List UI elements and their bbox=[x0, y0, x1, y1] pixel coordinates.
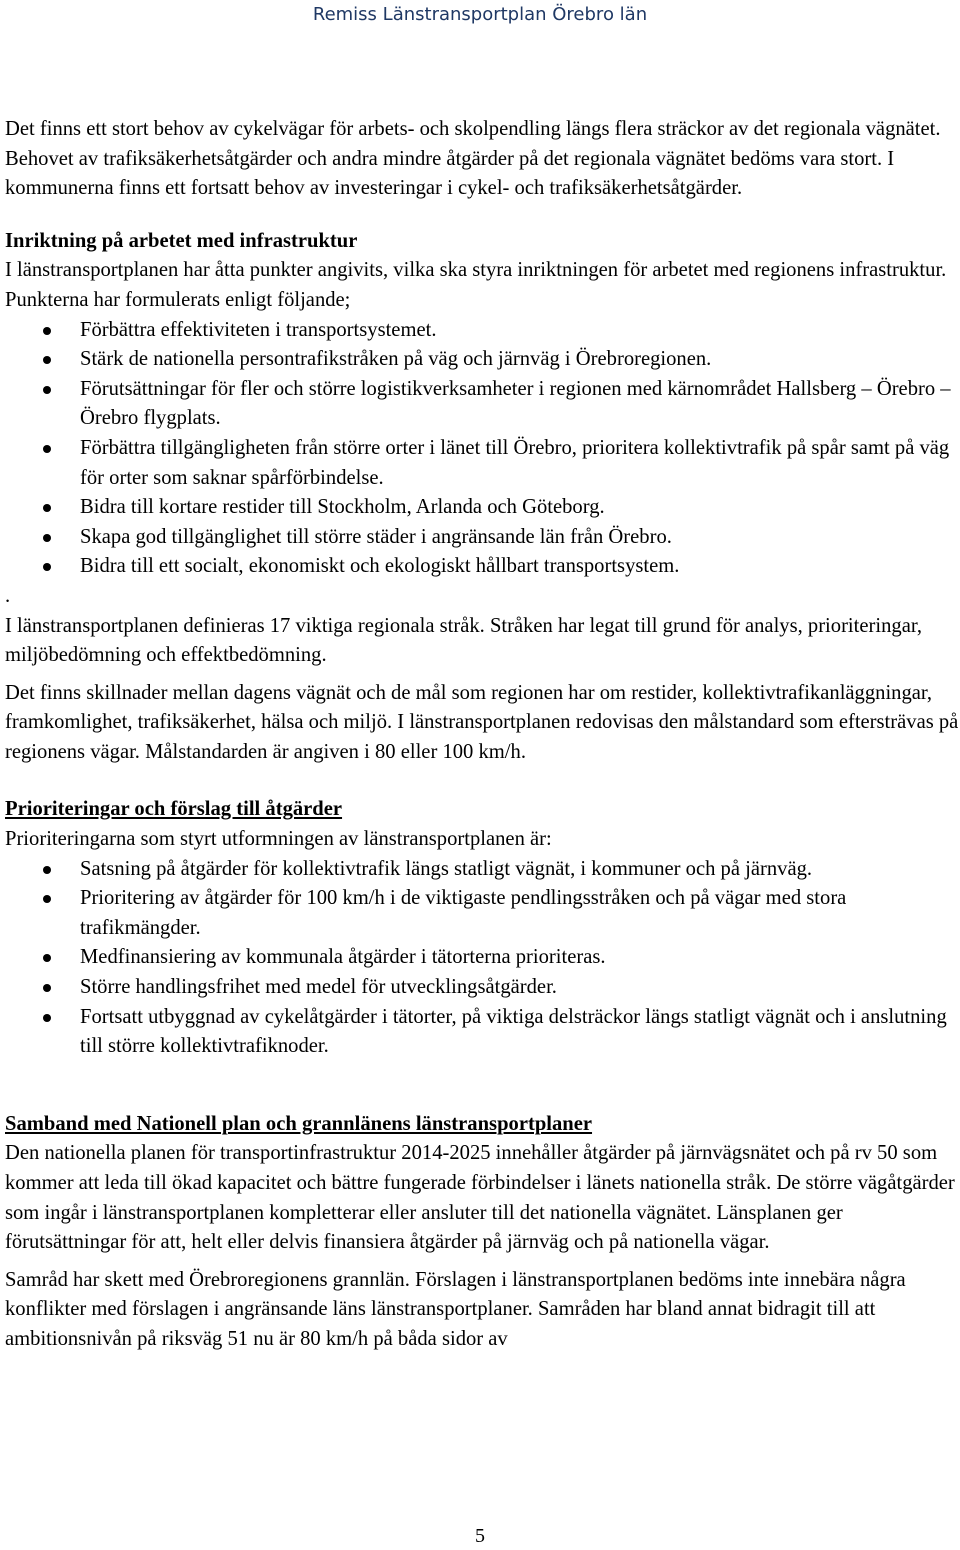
list-item: Förutsättningar för fler och större logistikverksamheter i regionen med kärnområdet Hallsberg – Örebro – Örebro flygplats. bbox=[5, 375, 960, 434]
list-item: Bidra till ett socialt, ekonomiskt och ekologiskt hållbart transportsystem. bbox=[5, 552, 960, 582]
section1-paragraph2: I länstransportplanen definieras 17 viktiga regionala stråk. Stråken har legat till grund för analys, prioriteringar, miljöbedömning och effektbedömning. bbox=[5, 614, 923, 667]
list-item: Förbättra effektiviteten i transportsystemet. bbox=[5, 316, 960, 346]
section-heading-national-plan: Samband med Nationell plan och grannlänens länstransportplaner bbox=[5, 1112, 593, 1135]
list-item: Satsning på åtgärder för kollektivtrafik längs statligt vägnät, i kommuner och på järnväg. bbox=[5, 855, 960, 885]
section2-intro: Prioriteringarna som styrt utformningen av länstransportplanen är: bbox=[5, 828, 552, 851]
section3-paragraph2: Samråd har skett med Örebroregionens grannlän. Förslagen i länstransportplanen bedöms inte innebära några konflikter med förslagen i angränsande läns länstransportplaner. Samråden har bland annat bidragit till att ambitionsnivån på riksväg 51 nu är 80 km/h på båda sidor av bbox=[5, 1268, 906, 1350]
section2-bullet-list bbox=[5, 855, 960, 1062]
stray-dot: . bbox=[5, 584, 11, 607]
list-item: Medfinansiering av kommunala åtgärder i tätorterna prioriteras. bbox=[5, 943, 960, 973]
page-number: 5 bbox=[475, 1525, 485, 1547]
list-item: Fortsatt utbyggnad av cykelåtgärder i tätorter, på viktiga delsträckor längs statligt vägnät och i anslutning till större kollektivtrafiknoder. bbox=[5, 1003, 960, 1062]
list-item: Förbättra tillgängligheten från större orter i länet till Örebro, prioritera kollektivtrafik på spår samt på väg för orter som saknar spårförbindelse. bbox=[5, 434, 960, 493]
page-header: Remiss Länstransportplan Örebro län bbox=[312, 4, 648, 25]
list-item: Skapa god tillgänglighet till större städer i angränsande län från Örebro. bbox=[5, 523, 960, 553]
section3-paragraph1: Den nationella planen för transportinfrastruktur 2014-2025 innehåller åtgärder på järnvägsnätet och på rv 50 som kommer att leda till ökad kapacitet och bättre fungerade förbindelser i länets nationella stråk. De större vägåtgärder som ingår i länstransportplanen kompletterar eller ansluter till det nationella vägnätet. Länsplanen ger förutsättningar för att, helt eller delvis finansiera åtgärder på järnväg och på nationella vägar. bbox=[5, 1142, 955, 1254]
intro-paragraph: Det finns ett stort behov av cykelvägar för arbets- och skolpendling längs flera sträckor av det regionala vägnätet. Behovet av trafiksäkerhetsåtgärder och andra mindre åtgärder på det regionala vägnätet bedöms vara stort. I kommunerna finns ett fortsatt behov av investeringar i cykel- och trafiksäkerhetsåtgärder. bbox=[5, 118, 941, 200]
section1-paragraph3: Det finns skillnader mellan dagens vägnät och de mål som regionen har om restider, kollektivtrafikanläggningar, framkomlighet, trafiksäkerhet, hälsa och miljö. I länstransportplanen redovisas den målstandard som eftersträvas på regionens vägar. Målstandarden är angiven i 80 eller 100 km/h. bbox=[5, 681, 959, 763]
list-item: Prioritering av åtgärder för 100 km/h i de viktigaste pendlingsstråken och på vägar med stora trafikmängder. bbox=[5, 884, 960, 943]
list-item: Större handlingsfrihet med medel för utvecklingsåtgärder. bbox=[5, 973, 960, 1003]
list-item: Bidra till kortare restider till Stockholm, Arlanda och Göteborg. bbox=[5, 493, 960, 523]
section1-bullet-list bbox=[5, 316, 960, 582]
document-body bbox=[5, 115, 960, 1355]
section-heading-infrastructure: Inriktning på arbetet med infrastruktur bbox=[5, 229, 358, 252]
section-heading-priorities: Prioriteringar och förslag till åtgärder bbox=[5, 798, 343, 821]
list-item: Stärk de nationella persontrafikstråken på väg och järnväg i Örebroregionen. bbox=[5, 345, 960, 375]
section1-paragraph: I länstransportplanen har åtta punkter angivits, vilka ska styra inriktningen för arbetet med regionens infrastruktur. Punkterna har formulerats enligt följande; bbox=[5, 259, 947, 311]
